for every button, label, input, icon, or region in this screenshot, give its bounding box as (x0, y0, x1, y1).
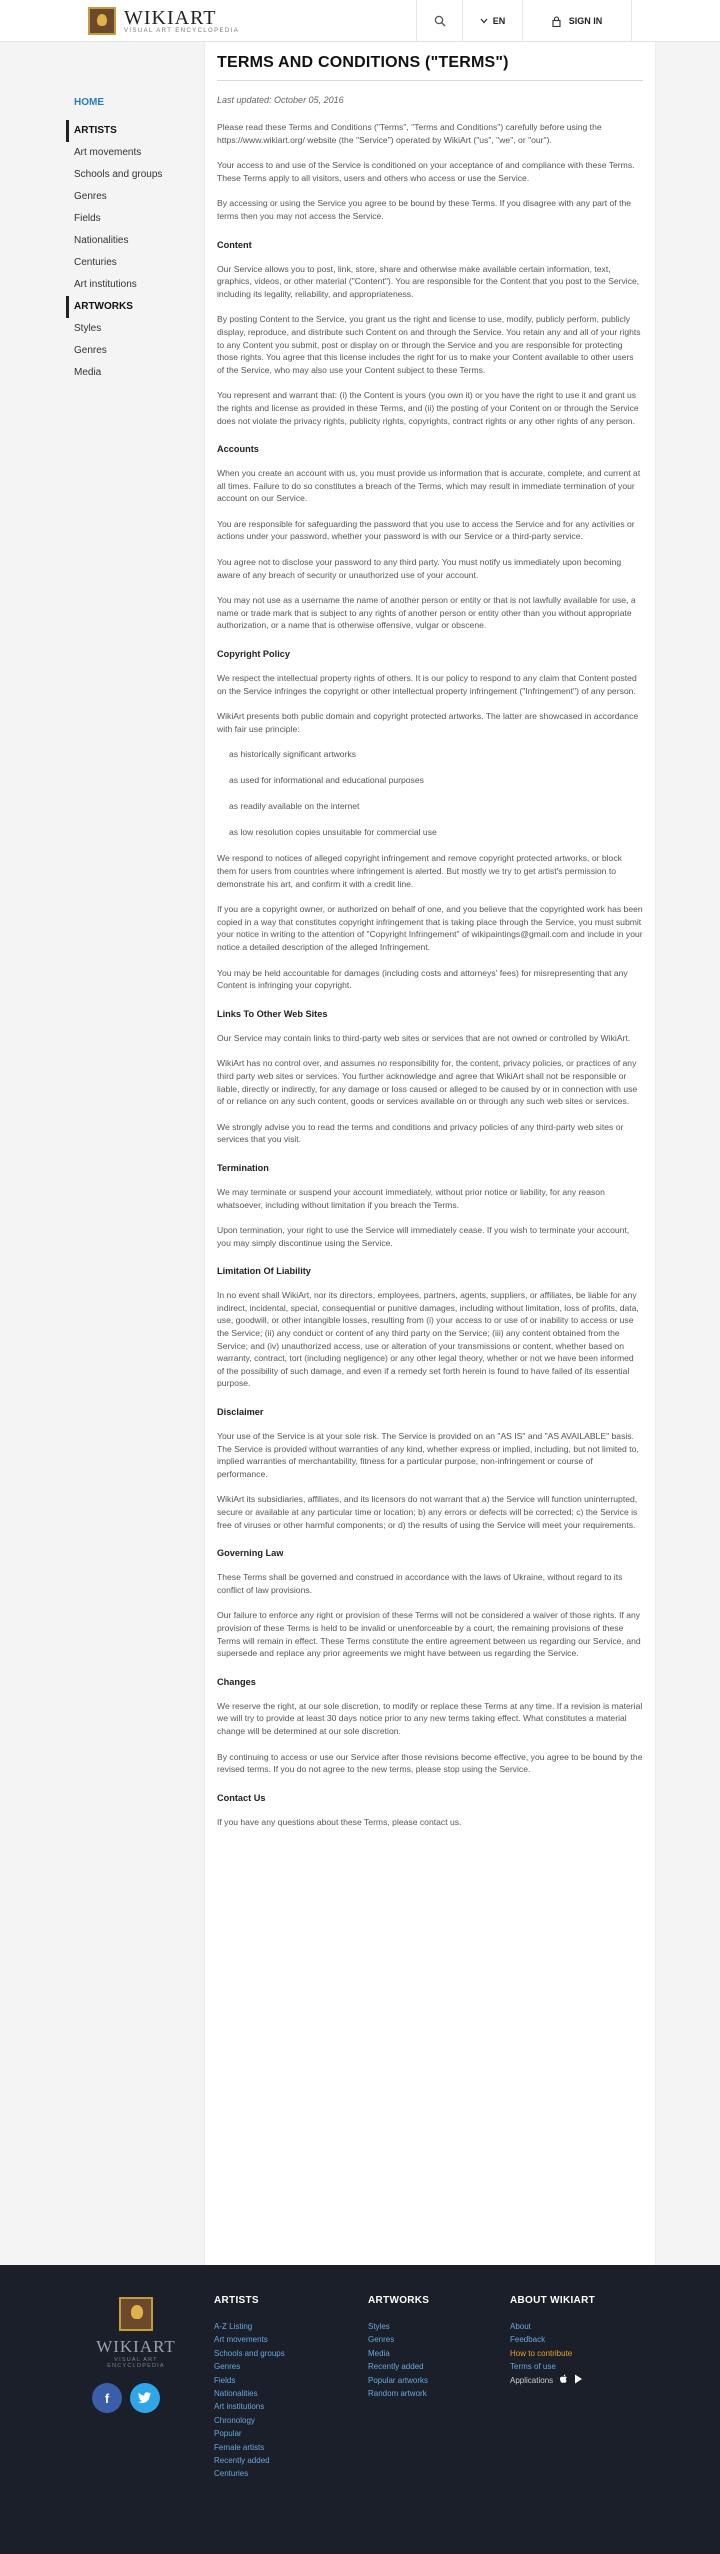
lock-icon (552, 16, 561, 27)
footer-logo-title: WIKIART (96, 2337, 176, 2356)
sign-in-label: SIGN IN (568, 16, 603, 26)
content-paragraph: Our Service allows you to post, link, store, share and otherwise make available certain information, text, graphics, videos, or other material ("Content"). You are responsible for the Content that you post to the Service, including its legality, reliability, and appropriateness. (217, 263, 640, 299)
google-play-icon[interactable] (574, 2374, 583, 2384)
section-heading-content: Content (217, 239, 252, 250)
sidebar-nav (66, 92, 184, 384)
section-heading-accounts: Accounts (217, 444, 259, 455)
facebook-icon[interactable]: f (92, 2383, 122, 2413)
footer-link-centuries[interactable]: Centuries (214, 2469, 249, 2479)
footer-artists-column (214, 2295, 285, 2481)
footer-link-about-terms-of-use[interactable]: Terms of use (510, 2362, 556, 2372)
footer-link-artworks-random-artwork[interactable]: Random artwork (368, 2389, 427, 2399)
section-heading-contact: Contact Us (217, 1792, 266, 1803)
intro-paragraph: Your access to and use of the Service is conditioned on your acceptance of and compliance with these Terms. These Terms apply to all visitors, users and others who access or use the Service. (217, 160, 635, 183)
changes-paragraph: By continuing to access or use our Service after those revisions become effective, you agree to be bound by the revised terms. If you do not agree to the new terms, please stop using the Service. (217, 1751, 643, 1775)
copyright-paragraph: We respond to notices of alleged copyright infringement and remove copyright protected artworks, or block them for users from countries where infringement is alerted. But mostly we try to get artist's permission to demonstrate his art, and confirm it with a credit line. (217, 853, 622, 889)
sidebar-item-fields[interactable]: Fields (74, 213, 101, 224)
last-updated: Last updated: October 05, 2016 (217, 95, 344, 105)
accounts-paragraph: You are responsible for safeguarding the password that you use to access the Service and for any activities or actions under your password, whether your password is with our Service or a third-party service. (217, 518, 635, 542)
footer-about-heading: ABOUT WIKIART (510, 2295, 595, 2306)
sidebar-item-artworks[interactable]: ARTWORKS (66, 296, 184, 318)
sidebar-artworks-group (66, 318, 184, 384)
footer-logo[interactable] (88, 2297, 184, 2369)
sidebar-artists-group (66, 142, 184, 296)
sidebar-item-nationalities[interactable]: Nationalities (74, 235, 129, 246)
logo-title: WIKIART (124, 7, 217, 29)
accounts-paragraph: When you create an account with us, you must provide us information that is accurate, complete, and current at all times. Failure to do so constitutes a breach of the Terms, which may result in immediate termination of your account on our Service. (217, 468, 641, 504)
copyright-paragraph: WikiArt presents both public domain and copyright protected artworks. The latter are showcased in accordance with fair use principle: (217, 711, 639, 734)
sidebar-item-artworks-genres[interactable]: Genres (74, 345, 107, 356)
footer-link-female-artists[interactable]: Female artists (214, 2442, 265, 2452)
sidebar-item-artists[interactable]: ARTISTS (66, 120, 184, 142)
twitter-icon[interactable] (130, 2383, 160, 2413)
links-paragraph: WikiArt has no control over, and assumes no responsibility for, the content, privacy policies, or practices of any third party web sites or services. You further acknowledge and agree that WikiArt shall not be responsible or liable, directly or indirectly, for any damage or loss caused or alleged to be caused by or in connection with use of or reliance on any such content, goods or services available on or through any such web sites or services. (217, 1058, 638, 1107)
page-title: TERMS AND CONDITIONS ("TERMS") (217, 54, 643, 81)
sidebar-item-artworks-styles[interactable]: Styles (74, 323, 102, 334)
section-heading-copyright: Copyright Policy (217, 649, 290, 660)
fair-use-list-item: as historically significant artworks (229, 749, 357, 760)
fair-use-list-item: as readily available on the internet (229, 801, 360, 812)
applications-row (510, 2374, 595, 2387)
logo-subtitle: VISUAL ART ENCYCLOPEDIA (124, 28, 240, 34)
contact-paragraph: If you have any questions about these Terms, please contact us. (217, 1816, 462, 1827)
footer-link-about-how-to-contribute[interactable]: How to contribute (510, 2348, 573, 2358)
accounts-paragraph: You agree not to disclose your password to any third party. You must notify us immediately upon becoming aware of any breach of security or unauthorized use of your account. (217, 557, 622, 580)
applications-label: Applications (510, 2375, 554, 2385)
termination-paragraph: Upon termination, your right to use the Service will immediately cease. If you wish to terminate your account, you may simply discontinue using the Service. (217, 1225, 630, 1248)
disclaimer-paragraph: WikiArt its subsidiaries, affiliates, and its licensors do not warrant that a) the Service will function uninterrupted, secure or available at any particular time or location; b) any errors or defects will be corrected; c) the Service is free of viruses or other harmful components; or d) the results of using the Service will meet your requirements. (217, 1494, 638, 1530)
logo-icon (88, 7, 116, 35)
footer-link-artworks-styles[interactable]: Styles (368, 2322, 390, 2331)
changes-paragraph: We reserve the right, at our sole discretion, to modify or replace these Terms at any time. If a revision is material we will try to provide at least 30 days notice prior to any new terms taking effect. What constitutes a material change will be determined at our sole discretion. (217, 1700, 643, 1736)
search-icon (434, 15, 446, 27)
chevron-down-icon (480, 18, 488, 24)
law-paragraph: These Terms shall be governed and construed in accordance with the laws of Ukraine, without regard to its conflict of law provisions. (217, 1572, 623, 1595)
section-heading-disclaimer: Disclaimer (217, 1407, 264, 1418)
footer-link-fields[interactable]: Fields (214, 2375, 236, 2385)
footer-link-art-institutions[interactable]: Art institutions (214, 2402, 265, 2412)
twitter-bird-icon (138, 2392, 152, 2404)
sign-in-button[interactable] (522, 0, 632, 42)
content-paragraph: By posting Content to the Service, you grant us the right and license to use, modify, publicly perform, publicly display, reproduce, and distribute such Content on and through the Service. You retain any and all of your rights to any Content you submit, post or display on or through the Service and you are responsible for protecting those rights. You agree that this license includes the right for us to make your Content available to other users of the Service, who may also use your Content subject to these Terms. (217, 314, 641, 375)
footer-link-art-movements[interactable]: Art movements (214, 2335, 268, 2345)
footer-artworks-column (368, 2295, 429, 2400)
law-paragraph: Our failure to enforce any right or provision of these Terms will not be considered a waiver of those rights. If any provision of these Terms is held to be invalid or unenforceable by a court, the remaining provisions of these Terms will remain in effect. These Terms constitute the entire agreement between us regarding our Service, and supersede and replace any prior agreements we might have between us regarding the Service. (217, 1610, 641, 1659)
language-label: EN (492, 16, 506, 26)
footer-link-artworks-genres[interactable]: Genres (368, 2335, 395, 2345)
section-heading-liability: Limitation Of Liability (217, 1266, 311, 1277)
footer-link-about-about[interactable]: About (510, 2322, 531, 2331)
footer-link-genres[interactable]: Genres (214, 2362, 241, 2372)
intro-paragraph: By accessing or using the Service you agree to be bound by these Terms. If you disagree with any part of the terms then you may not access the Service. (217, 198, 632, 221)
footer-artworks-heading: ARTWORKS (368, 2295, 430, 2306)
social-links (92, 2383, 160, 2413)
footer-link-a-z-listing[interactable]: A-Z Listing (214, 2322, 253, 2331)
fair-use-list-item: as used for informational and educational purposes (229, 775, 424, 786)
copyright-paragraph: We respect the intellectual property rights of others. It is our policy to respond to any claim that Content posted on the Service infringes the copyright or other intellectual property infringement ("Infringement") of any person. (217, 673, 637, 696)
footer-link-artworks-recently-added[interactable]: Recently added (368, 2362, 424, 2372)
links-paragraph: Our Service may contain links to third-party web sites or services that are not owned or controlled by WikiArt. (217, 1032, 631, 1043)
accounts-paragraph: You may not use as a username the name of another person or entity or that is not lawfully available for use, a name or trade mark that is subject to any rights of another person or entity other than you without appropriate authorization, or a name that is otherwise offensive, vulgar or obscene. (217, 595, 636, 631)
footer-link-about-feedback[interactable]: Feedback (510, 2335, 546, 2345)
footer-link-popular[interactable]: Popular (214, 2429, 242, 2439)
section-heading-governing-law: Governing Law (217, 1548, 284, 1559)
language-selector[interactable] (462, 0, 522, 42)
fair-use-list-item: as low resolution copies unsuitable for commercial use (229, 827, 437, 838)
main-area (0, 42, 720, 2265)
section-heading-changes: Changes (217, 1676, 256, 1687)
footer-link-artworks-media[interactable]: Media (368, 2348, 390, 2358)
intro-paragraph: Please read these Terms and Conditions ("Terms", "Terms and Conditions") carefully before using the https://www.wikiart.org/ website (the "Service") operated by WikiArt ("us", "we", or "our"). (217, 122, 602, 145)
site-logo[interactable] (88, 7, 239, 35)
sidebar-item-schools-and-groups[interactable]: Schools and groups (74, 169, 163, 180)
footer-artists-heading: ARTISTS (214, 2295, 259, 2306)
sidebar-item-artworks-media[interactable]: Media (74, 367, 102, 378)
sidebar-item-art-movements[interactable]: Art movements (74, 147, 142, 158)
content-paragraph: You represent and warrant that: (i) the Content is yours (you own it) or you have the right to use it and grant us the rights and license as provided in these Terms, and (ii) the posting of your Content on or through the Service does not violate the privacy rights, publicity rights, copyrights, contract rights or any other rights of any person. (217, 390, 639, 426)
sidebar-item-genres[interactable]: Genres (74, 191, 107, 202)
copyright-paragraph: You may be held accountable for damages (including costs and attorneys' fees) for misrepresenting that any Content is infringing your copyright. (217, 967, 628, 991)
copyright-paragraph: If you are a copyright owner, or authorized on behalf of one, and you believe that the copyrighted work has been copied in a way that constitutes copyright infringement that is taking place through the Service, you must submit your notice in writing to the attention of "Copyright Infringement" of wikipaintings@gmail.com and include in your notice a detailed description of the alleged Infringement. (217, 904, 643, 952)
footer-link-nationalities[interactable]: Nationalities (214, 2389, 258, 2399)
footer-about-column (510, 2295, 595, 2387)
liability-paragraph: In no event shall WikiArt, nor its directors, employees, partners, agents, suppliers, or affiliates, be liable for any indirect, incidental, special, consequential or punitive damages, including without limitation, loss of profits, data, use, goodwill, or other intangible losses, resulting from (i) your access to or use of or inability to access or use the Service; (ii) any conduct or content of any third party on the Service; (iii) any content obtained from the Service; and (iv) unauthorized access, use or alteration of your transmissions or content, whether based on warranty, contract, tort (including negligence) or any other legal theory, whether or not we have been informed of the possibility of such damage, and even if a remedy set forth herein is found to have failed of its essential purpose. (217, 1290, 639, 1389)
section-heading-links: Links To Other Web Sites (217, 1008, 328, 1019)
footer-logo-subtitle: VISUAL ART ENCYCLOPEDIA (107, 2357, 165, 2369)
sidebar-item-art-institutions[interactable]: Art institutions (74, 279, 137, 290)
sidebar-item-centuries[interactable]: Centuries (74, 257, 117, 268)
apple-icon[interactable] (559, 2374, 568, 2384)
site-header (0, 0, 720, 42)
site-footer (0, 2265, 720, 2554)
footer-link-artworks-popular-artworks[interactable]: Popular artworks (368, 2375, 429, 2385)
disclaimer-paragraph: Your use of the Service is at your sole risk. The Service is provided on an "AS IS" and "AS AVAILABLE" basis. The Service is provided without warranties of any kind, whether express or implied, including, but not limited to, implied warranties of merchantability, fitness for a particular purpose, non-infringement or course of performance. (217, 1431, 639, 1479)
search-button[interactable] (416, 0, 462, 42)
footer-link-chronology[interactable]: Chronology (214, 2415, 255, 2425)
section-heading-termination: Termination (217, 1162, 269, 1173)
termination-paragraph: We may terminate or suspend your account immediately, without prior notice or liability, for any reason whatsoever, including without limitation if you breach the Terms. (217, 1186, 605, 1210)
links-paragraph: We strongly advise you to read the terms and conditions and privacy policies of any third-party web sites or services that you visit. (217, 1121, 624, 1145)
terms-article (204, 42, 656, 2265)
sidebar-item-home[interactable]: HOME (74, 97, 104, 108)
footer-link-recently-added[interactable]: Recently added (214, 2456, 270, 2466)
footer-link-schools-and-groups[interactable]: Schools and groups (214, 2348, 285, 2358)
footer-logo-icon (119, 2297, 153, 2331)
fair-use-list (229, 748, 643, 838)
